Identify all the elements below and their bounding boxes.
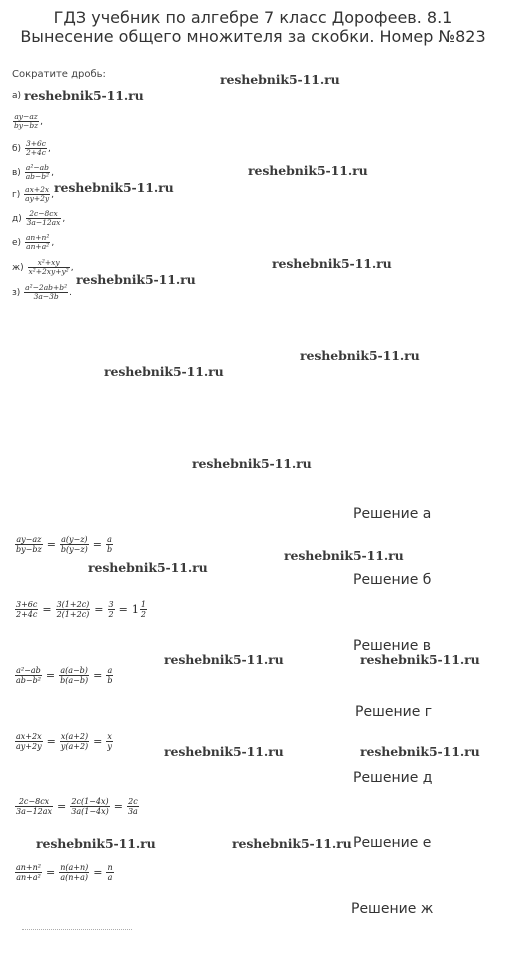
solution-heading-e: Решение е	[353, 835, 432, 851]
exercise-item-e: е) $\frac{\text{an+n²}}{\text{an+a²}}$ ,	[12, 233, 55, 251]
fraction: $\frac{\text{a²−ab}}{\text{ab−b²}}$	[16, 666, 41, 685]
fraction: $\frac{\text{x²+xy}}{\text{x²+2xy+y²}}$	[28, 258, 69, 276]
fraction: $\frac{a(y-z)}{b(y-z)}$	[60, 535, 88, 554]
task-instruction: Сократите дробь:	[12, 69, 106, 80]
fraction: $\frac{n(a+n)}{a(n+a)}$	[60, 863, 89, 882]
exercise-item-zh: ж) $\frac{\text{x²+xy}}{\text{x²+2xy+y²}}$ ,	[12, 258, 74, 276]
fraction: $\frac{\text{an+n²}}{\text{an+a²}}$	[16, 863, 41, 882]
fraction: $\frac{3+6c}{2+4c}$	[16, 600, 38, 619]
watermark: reshebnik5-11.ru	[88, 560, 208, 575]
exercise-item-d: д) $\frac{2c-8cx}{3a-12ax}$ ,	[12, 209, 66, 227]
solution-heading-v: Решение в	[353, 638, 432, 654]
fraction: $\frac{3+6c}{2+4c}$	[25, 139, 46, 157]
solution-b: $\frac{3+6c}{2+4c}$ = $\frac{3(1+2c)}{2(1+2c)}$ = $\frac{3}{2}$ = 1 $\frac{1}{2}$	[16, 600, 146, 619]
fraction: $\frac{1}{2}$	[140, 600, 146, 619]
watermark: reshebnik5-11.ru	[284, 548, 404, 563]
fraction: $\frac{\text{a²−ab}}{\text{ab−b²}}$	[25, 163, 50, 181]
fraction: $\frac{a}{b}$	[106, 535, 113, 554]
fraction: $\frac{ax+2x}{ay+2y}$	[16, 732, 42, 751]
fraction: $\frac{n}{a}$	[107, 863, 113, 882]
watermark: reshebnik5-11.ru	[300, 348, 420, 363]
fraction: $\frac{2c}{3a}$	[127, 797, 138, 816]
solution-g: $\frac{ax+2x}{ay+2y}$ = $\frac{x(a+2)}{y(a+2)}$ = $\frac{x}{y}$	[16, 732, 112, 751]
fraction: $\frac{x}{y}$	[107, 732, 112, 751]
mixed-number-whole: 1	[131, 603, 139, 616]
watermark: reshebnik5-11.ru	[360, 744, 480, 759]
watermark: reshebnik5-11.ru	[164, 744, 284, 759]
exercise-item-z: з) $\frac{\text{a²−2ab+b²}}{3a-3b}$ .	[12, 283, 72, 301]
watermark: reshebnik5-11.ru	[248, 163, 368, 178]
fraction: $\frac{ay-az}{by-bz}$	[16, 535, 42, 554]
watermark: reshebnik5-11.ru	[232, 836, 352, 851]
watermark: reshebnik5-11.ru	[220, 72, 340, 87]
solution-heading-d: Решение д	[353, 770, 433, 786]
fraction: $\frac{a(a-b)}{b(a-b)}$	[60, 666, 89, 685]
fraction: $\frac{a}{b}$	[107, 666, 113, 685]
watermark: reshebnik5-11.ru	[36, 836, 156, 851]
solution-heading-zh: Решение ж	[351, 901, 434, 917]
exercise-item-v: в) $\frac{\text{a²−ab}}{\text{ab−b²}}$ ,	[12, 163, 54, 181]
item-label: а)	[12, 91, 22, 101]
fraction: $\frac{2c-8cx}{3a-12ax}$	[26, 209, 61, 227]
exercise-item-a-fraction: $\frac{ay-az}{by-bz}$ ,	[14, 112, 43, 130]
fraction: $\frac{3(1+2c)}{2(1+2c)}$	[56, 600, 90, 619]
fraction: $\frac{2c-8cx}{3a-12ax}$	[16, 797, 53, 816]
exercise-item-b: б) $\frac{3+6c}{2+4c}$ ,	[12, 139, 51, 157]
watermark: reshebnik5-11.ru	[54, 180, 174, 195]
watermark: reshebnik5-11.ru	[76, 272, 196, 287]
watermark: reshebnik5-11.ru	[192, 456, 312, 471]
watermark: reshebnik5-11.ru	[164, 652, 284, 667]
solution-d: $\frac{2c-8cx}{3a-12ax}$ = $\frac{2c(1-4x)}{3a(1-4x)}$ = $\frac{2c}{3a}$	[16, 797, 138, 816]
solution-heading-g: Решение г	[355, 704, 433, 720]
watermark: reshebnik5-11.ru	[272, 256, 392, 271]
exercise-item-g: г) $\frac{ax+2x}{ay+2y}$ ,	[12, 185, 55, 203]
solution-heading-a: Решение а	[353, 506, 432, 522]
cut-off-formula	[22, 929, 132, 935]
watermark: reshebnik5-11.ru	[104, 364, 224, 379]
fraction: $\frac{3}{2}$	[108, 600, 114, 619]
solution-e: $\frac{\text{an+n²}}{\text{an+a²}}$ = $\frac{n(a+n)}{a(n+a)}$ = $\frac{n}{a}$	[16, 863, 113, 882]
fraction: $\frac{ay-az}{by-bz}$	[14, 112, 39, 130]
solution-v: $\frac{\text{a²−ab}}{\text{ab−b²}}$ = $\frac{a(a-b)}{b(a-b)}$ = $\frac{a}{b}$	[16, 666, 113, 685]
page-title: ГДЗ учебник по алгебре 7 класс Дорофеев. 8.1 Вынесение общего множителя за скобки. Номер №823	[20, 8, 486, 46]
fraction: $\frac{ax+2x}{ay+2y}$	[25, 185, 50, 203]
fraction: $\frac{x(a+2)}{y(a+2)}$	[60, 732, 89, 751]
fraction: $\frac{2c(1-4x)}{3a(1-4x)}$	[71, 797, 109, 816]
fraction: $\frac{\text{a²−2ab+b²}}{3a-3b}$	[25, 283, 68, 301]
exercise-item-a	[12, 91, 21, 101]
watermark: reshebnik5-11.ru	[24, 88, 144, 103]
solution-a: $\frac{ay-az}{by-bz}$ = $\frac{a(y-z)}{b(y-z)}$ = $\frac{a}{b}$	[16, 535, 113, 554]
fraction: $\frac{\text{an+n²}}{\text{an+a²}}$	[25, 233, 50, 251]
watermark: reshebnik5-11.ru	[360, 652, 480, 667]
solution-heading-b: Решение б	[353, 572, 432, 588]
